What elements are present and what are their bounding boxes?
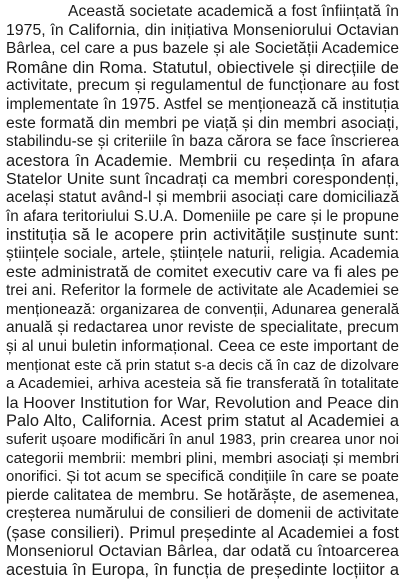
paragraph-line: creșterea numărului de consilieri de domenii de activitate	[6, 505, 399, 523]
paragraph-line: instituția să le acopere prin activitățile susținute sunt:	[6, 226, 399, 245]
paragraph-line: este formată din membri pe viață și din membri asociați,	[6, 114, 399, 132]
paragraph-line: la Hoover Institution for War, Revolution and Peace din	[6, 393, 399, 412]
paragraph-line: stabilindu-se și criteriile în baza cărora se face înscrierea	[6, 133, 399, 151]
paragraph-line: în afara teritoriului S.U.A. Domeniile pe care și le propune	[6, 207, 399, 225]
paragraph-line: acestuia în Europa, în funcția de președinte locțiitor a	[6, 561, 399, 580]
paragraph-line: categorii membrii: membri plini, membri asociați și membri	[6, 449, 399, 467]
paragraph-line: științele sociale, artele, științele naturii, religia. Academia	[6, 244, 399, 262]
paragraph-line: anuală și redactarea unor reviste de specialitate, precum	[6, 319, 399, 337]
paragraph-line: a Academiei, arhiva acesteia să fie transferată în totalitate	[6, 375, 399, 393]
paragraph-line: 1975, în California, din inițiativa Monseniorului Octavian	[6, 21, 399, 39]
paragraph-line: menționat este că prin statut s-a decis că în caz de dizolvare	[6, 357, 399, 374]
paragraph-line: este administrată de comitet executiv care va fi ales pe	[6, 263, 399, 281]
paragraph-line: Bârlea, cel care a pus bazele și ale Societății Academice	[6, 40, 399, 58]
paragraph-line: Această societate academică a fost înființată în	[68, 3, 399, 20]
paragraph-line: Statelor Unite sunt încadrați ca membri corespondenți,	[6, 170, 399, 189]
paragraph-line: Române din Roma. Statutul, obiectivele și direcțiile de	[6, 58, 399, 77]
document-page	[6, 3, 399, 580]
paragraph-line: implementate în 1975. Astfel se menționează că instituția	[6, 96, 399, 114]
paragraph-line: pierde calitatea de membru. Se hotărăște, de asemenea,	[6, 486, 399, 504]
paragraph-line: același statut având-l și membrii asociați care domiciliază	[6, 189, 399, 207]
paragraph-line: activitate, precum și regulamentul de funcționare au fost	[6, 77, 399, 95]
paragraph-line: suferit ușoare modificări în anul 1983, prin crearea unor noi	[6, 432, 399, 449]
paragraph-line: onorifici. Și tot acum se specifică condițiile în care se poate	[6, 469, 399, 486]
paragraph-line: acestora în Academie. Membrii cu reședința în afara	[6, 151, 399, 170]
paragraph-line: (șase consilieri). Primul președinte al Academiei a fost	[6, 524, 399, 543]
paragraph-line: Monseniorul Octavian Bârlea, dar odată cu întoarcerea	[6, 542, 399, 560]
paragraph-line: trei ani. Referitor la formele de activitate ale Academiei se	[6, 282, 399, 300]
paragraph-line: Palo Alto, California. Acest prim statut al Academiei a	[6, 412, 399, 431]
paragraph-line: și al unui buletin informațional. Ceea ce este important de	[6, 337, 399, 355]
paragraph-line: menționează: organizarea de convenții, Adunarea generală	[6, 301, 399, 318]
